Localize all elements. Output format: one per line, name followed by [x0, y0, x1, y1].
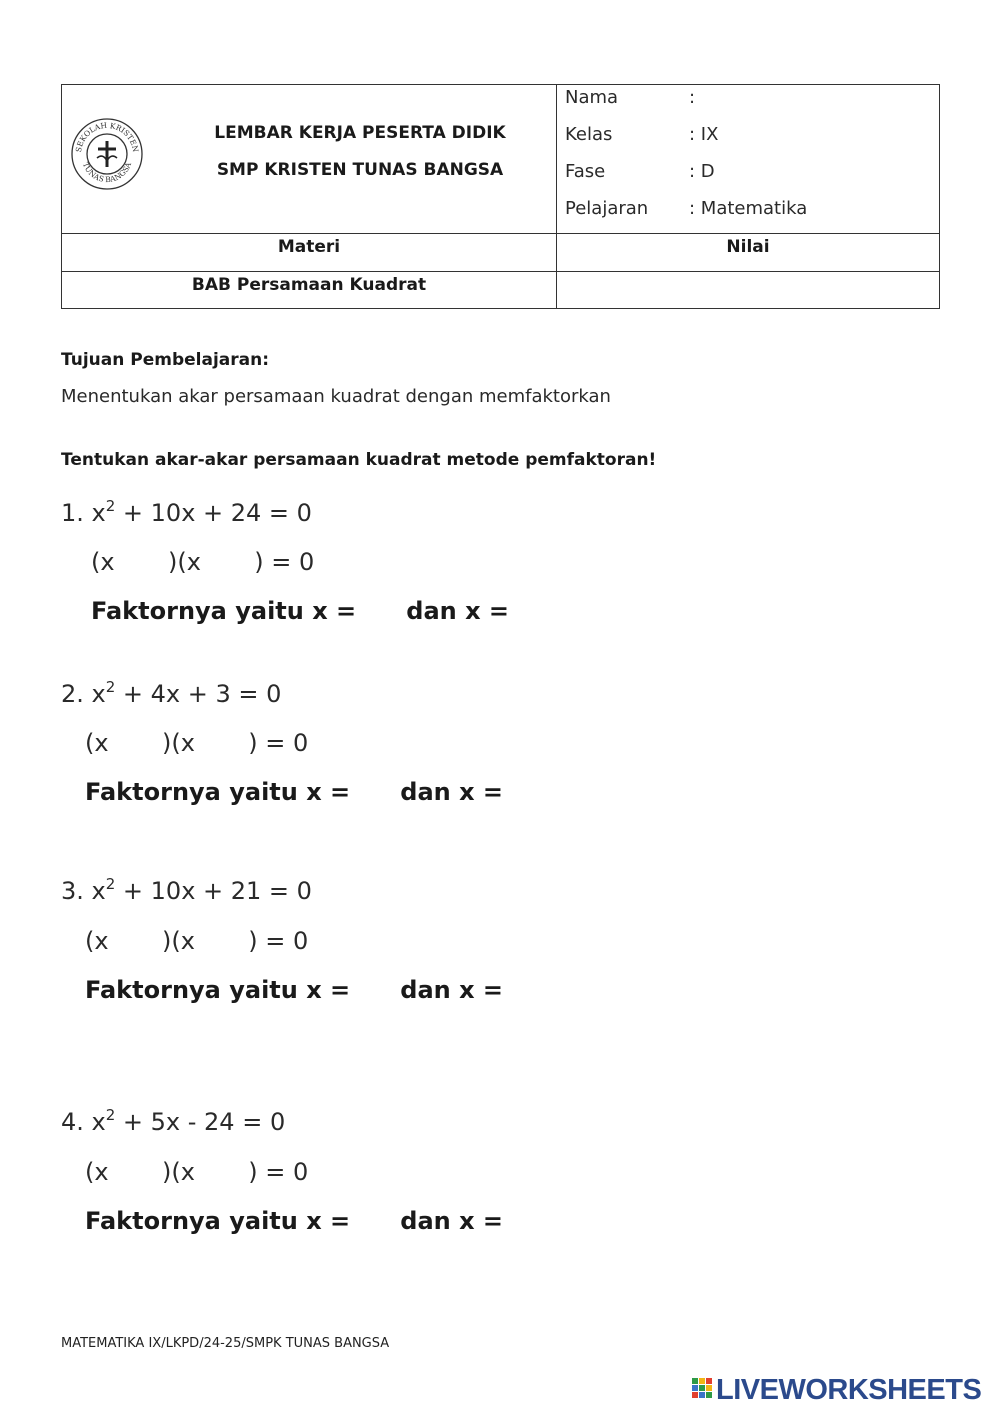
objective-label: Tujuan Pembelajaran:	[61, 350, 270, 370]
header-table	[61, 84, 940, 309]
question-3-factor[interactable]: (x )(x ) = 0	[85, 927, 309, 955]
question-3-answer[interactable]: Faktornya yaitu x = dan x =	[85, 976, 504, 1004]
meta-value-nama: :	[689, 87, 696, 108]
nilai-header: Nilai	[726, 237, 770, 257]
meta-value-pelajaran: : Matematika	[689, 198, 808, 219]
page-footer: MATEMATIKA IX/LKPD/24-25/SMPK TUNAS BANGSA	[61, 1336, 390, 1351]
liveworksheets-wordmark: LIVEWORKSHEETS	[716, 1374, 982, 1406]
meta-key-fase: Fase	[565, 161, 606, 182]
question-2-answer[interactable]: Faktornya yaitu x = dan x =	[85, 778, 504, 806]
meta-value-fase: : D	[689, 161, 715, 182]
meta-key-kelas: Kelas	[565, 124, 613, 145]
table-divider	[62, 271, 939, 272]
materi-header: Materi	[277, 237, 341, 257]
liveworksheets-logo-icon	[692, 1378, 714, 1402]
table-divider	[556, 85, 557, 308]
table-divider	[62, 233, 939, 234]
question-4-equation: 4. $x^2 + 5x - 24 = 0$	[61, 1106, 286, 1136]
svg-text:TUNAS BANGSA: TUNAS BANGSA	[80, 161, 134, 185]
question-2-equation: 2. $x^2 + 4x + 3 = 0$	[61, 678, 282, 708]
question-3-equation: 3. $x^2 + 10x + 21 = 0$	[61, 875, 312, 905]
school-logo	[70, 117, 144, 191]
svg-text:SEKOLAH KRISTEN: SEKOLAH KRISTEN	[74, 120, 141, 153]
question-4-answer[interactable]: Faktornya yaitu x = dan x =	[85, 1207, 504, 1235]
materi-value: BAB Persamaan Kuadrat	[191, 275, 427, 295]
school-name: SMP KRISTEN TUNAS BANGSA	[216, 160, 504, 180]
worksheet-title: LEMBAR KERJA PESERTA DIDIK	[214, 123, 506, 143]
question-4-factor[interactable]: (x )(x ) = 0	[85, 1158, 309, 1186]
meta-key-nama: Nama	[565, 87, 619, 108]
instruction: Tentukan akar-akar persamaan kuadrat metode pemfaktoran!	[61, 450, 657, 470]
objective-text: Menentukan akar persamaan kuadrat dengan memfaktorkan	[61, 386, 611, 407]
meta-value-kelas: : IX	[689, 124, 719, 145]
meta-key-pelajaran: Pelajaran	[565, 198, 649, 219]
question-1-equation: 1. $x^2 + 10x + 24 = 0$	[61, 497, 312, 527]
question-2-factor[interactable]: (x )(x ) = 0	[85, 729, 309, 757]
question-1-answer[interactable]: Faktornya yaitu x = dan x =	[91, 597, 510, 625]
question-1-factor[interactable]: (x )(x ) = 0	[91, 548, 315, 576]
